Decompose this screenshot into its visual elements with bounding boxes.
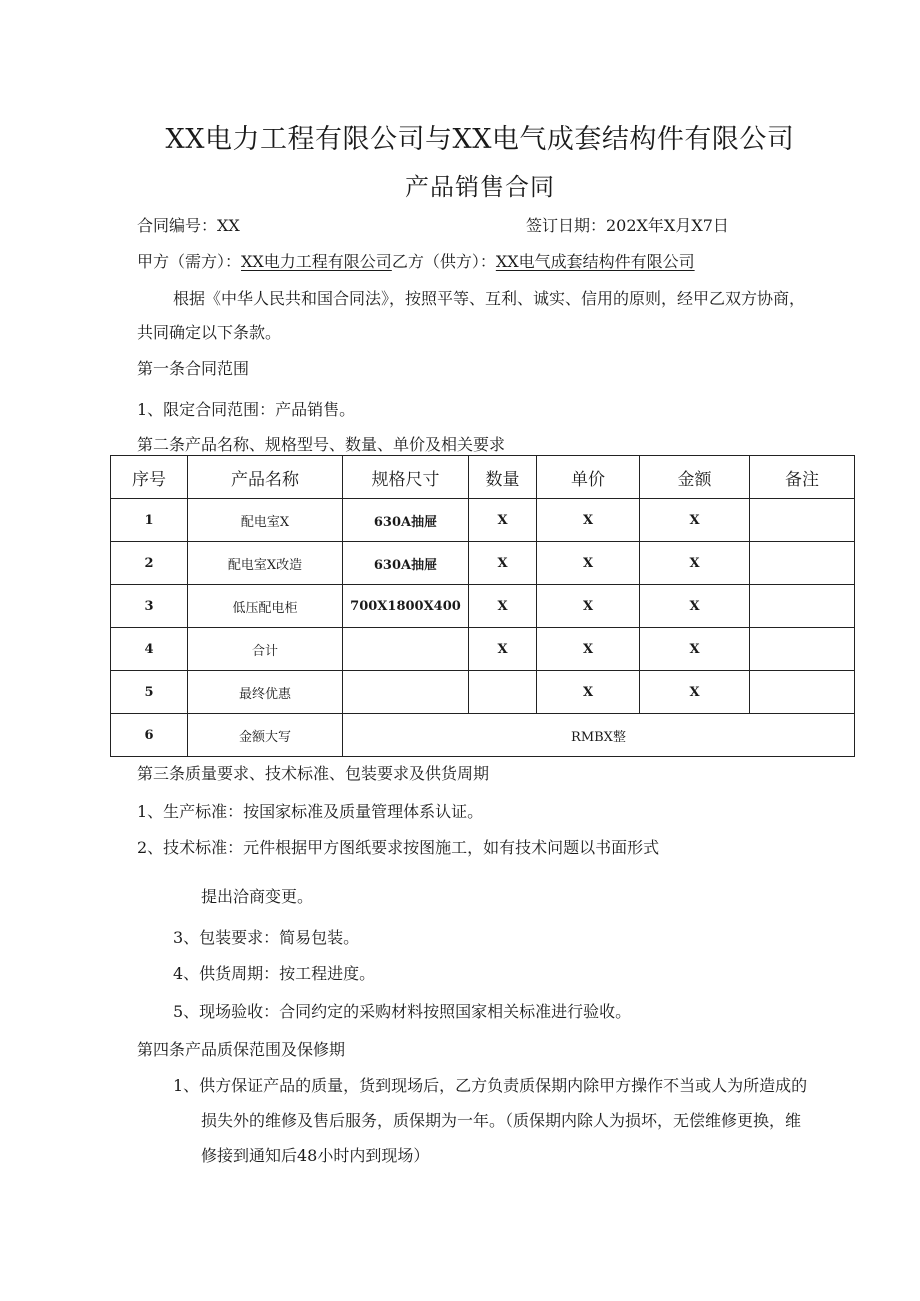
cell-no: 2 bbox=[111, 542, 188, 585]
cell-remarks bbox=[750, 671, 855, 714]
article-3-item-2: 2、技术标准：元件根据甲方图纸要求按图施工，如有技术问题以书面形式 bbox=[137, 838, 660, 857]
article-1-item-1: 1、限定合同范围：产品销售。 bbox=[137, 400, 356, 419]
cell-remarks bbox=[750, 499, 855, 542]
intro-line-2: 共同确定以下条款。 bbox=[137, 323, 282, 342]
table-row bbox=[111, 628, 855, 671]
cell-no: 4 bbox=[111, 628, 188, 671]
header-product-name: 产品名称 bbox=[188, 456, 343, 499]
header-unit-price: 单价 bbox=[537, 456, 640, 499]
cell-unit-price: X bbox=[537, 585, 640, 628]
table-row bbox=[111, 671, 855, 714]
cell-amount: X bbox=[640, 628, 750, 671]
header-no: 序号 bbox=[111, 456, 188, 499]
cell-quantity bbox=[469, 671, 537, 714]
party-a-name: XX电力工程有限公司 bbox=[241, 252, 392, 271]
cell-no: 6 bbox=[111, 714, 188, 757]
cell-quantity: X bbox=[469, 628, 537, 671]
article-4-item-1: 1、供方保证产品的质量，货到现场后，乙方负责质保期内除甲方操作不当或人为所造成的 bbox=[173, 1076, 808, 1095]
header-remarks: 备注 bbox=[750, 456, 855, 499]
header-spec: 规格尺寸 bbox=[343, 456, 469, 499]
party-a-label: 甲方（需方）： bbox=[137, 252, 242, 271]
cell-remarks bbox=[750, 628, 855, 671]
cell-amount: X bbox=[640, 585, 750, 628]
party-b-name: XX电气成套结构件有限公司 bbox=[495, 252, 695, 271]
table-row bbox=[111, 542, 855, 585]
contract-title: XX电力工程有限公司与XX电气成套结构件有限公司 bbox=[165, 124, 795, 155]
article-1-heading: 第一条合同范围 bbox=[137, 359, 250, 378]
cell-product-name: 配电室X bbox=[188, 499, 343, 542]
cell-spec bbox=[343, 628, 469, 671]
cell-spec: 630A抽屉 bbox=[343, 542, 469, 585]
article-3-item-1: 1、生产标准：按国家标准及质量管理体系认证。 bbox=[137, 802, 484, 821]
table-row bbox=[111, 499, 855, 542]
article-4-item-1-cont: 损失外的维修及售后服务，质保期为一年。（质保期内除人为损坏，无偿维修更换，维 bbox=[201, 1111, 802, 1130]
cell-unit-price: X bbox=[537, 671, 640, 714]
cell-quantity: X bbox=[469, 585, 537, 628]
cell-amount: X bbox=[640, 671, 750, 714]
article-4-heading: 第四条产品质保范围及保修期 bbox=[137, 1040, 346, 1059]
cell-spec bbox=[343, 671, 469, 714]
article-4-item-1-cont2: 修接到通知后48小时内到现场） bbox=[201, 1146, 430, 1165]
cell-quantity: X bbox=[469, 542, 537, 585]
cell-amount-in-words-label: 金额大写 bbox=[188, 714, 343, 757]
cell-no: 3 bbox=[111, 585, 188, 628]
cell-unit-price: X bbox=[537, 542, 640, 585]
cell-product-name: 低压配电柜 bbox=[188, 585, 343, 628]
cell-spec: 630A抽屉 bbox=[343, 499, 469, 542]
cell-unit-price: X bbox=[537, 499, 640, 542]
cell-no: 1 bbox=[111, 499, 188, 542]
sign-date: 签订日期：202X年X月X7日 bbox=[526, 216, 729, 235]
cell-remarks bbox=[750, 585, 855, 628]
party-b-label: 乙方（供方）： bbox=[391, 252, 496, 271]
table-total-row bbox=[111, 714, 855, 757]
cell-no: 5 bbox=[111, 671, 188, 714]
contract-subtitle: 产品销售合同 bbox=[405, 173, 555, 201]
article-3-item-5: 5、现场验收：合同约定的采购材料按照国家相关标准进行验收。 bbox=[173, 1002, 632, 1021]
cell-spec: 700X1800X400 bbox=[343, 585, 469, 628]
article-3-item-3: 3、包装要求：简易包装。 bbox=[173, 928, 360, 947]
cell-quantity: X bbox=[469, 499, 537, 542]
cell-remarks bbox=[750, 542, 855, 585]
cell-unit-price: X bbox=[537, 628, 640, 671]
table-row bbox=[111, 585, 855, 628]
article-3-heading: 第三条质量要求、技术标准、包装要求及供货周期 bbox=[137, 764, 490, 783]
parties-line bbox=[137, 249, 695, 272]
cell-amount-in-words: RMBX整 bbox=[343, 714, 855, 757]
article-3-item-4: 4、供货周期：按工程进度。 bbox=[173, 964, 376, 983]
header-amount: 金额 bbox=[640, 456, 750, 499]
article-3-item-2-cont: 提出洽商变更。 bbox=[201, 887, 314, 906]
cell-amount: X bbox=[640, 499, 750, 542]
cell-product-name: 最终优惠 bbox=[188, 671, 343, 714]
article-2-heading: 第二条产品名称、规格型号、数量、单价及相关要求 bbox=[137, 435, 506, 454]
product-table bbox=[110, 455, 855, 757]
cell-amount: X bbox=[640, 542, 750, 585]
header-quantity: 数量 bbox=[469, 456, 537, 499]
table-header-row bbox=[111, 456, 855, 499]
cell-product-name: 合计 bbox=[188, 628, 343, 671]
contract-number: 合同编号：XX bbox=[137, 216, 240, 235]
intro-line-1: 根据《中华人民共和国合同法》，按照平等、互利、诚实、信用的原则，经甲乙双方协商， bbox=[173, 289, 806, 308]
cell-product-name: 配电室X改造 bbox=[188, 542, 343, 585]
